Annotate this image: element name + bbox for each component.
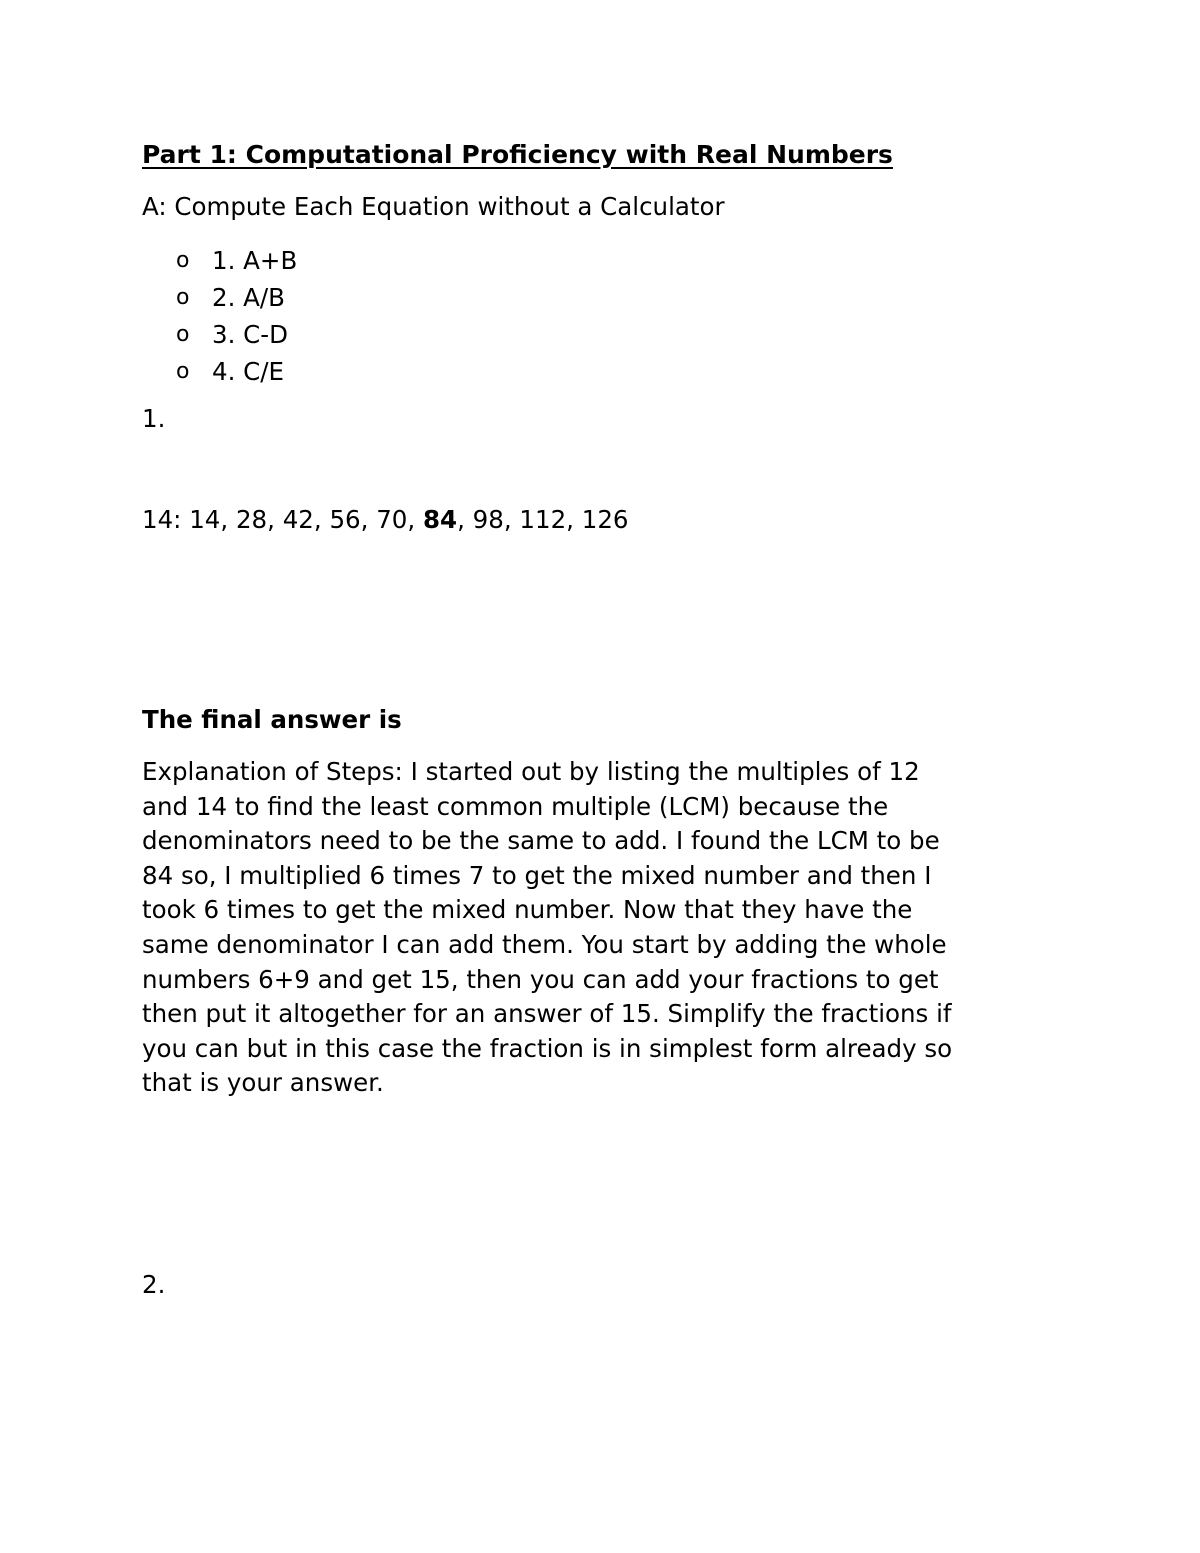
multiples-suffix: , 98, 112, 126 [457, 505, 629, 534]
problem-1-label: 1. [142, 404, 166, 433]
section-a-heading: A: Compute Each Equation without a Calculator [142, 192, 725, 221]
problem-2-label: 2. [142, 1270, 166, 1299]
bullet-icon: o [176, 284, 190, 310]
explanation-paragraph [142, 755, 1062, 1101]
multiples-prefix: 14: 14, 28, 42, 56, 70, [142, 505, 423, 534]
explanation-line: same denominator I can add them. You start by adding the whole [142, 929, 947, 959]
final-answer-label: The final answer is [142, 705, 402, 734]
explanation-line: that is your answer. [142, 1068, 384, 1098]
explanation-line: took 6 times to get the mixed number. Now that they have the [142, 895, 913, 925]
explanation-line: denominators need to be the same to add. I found the LCM to be [142, 826, 940, 856]
part-title: Part 1: Computational Proficiency with Real Numbers [142, 140, 893, 169]
multiples-line [142, 505, 629, 534]
list-item [176, 279, 297, 316]
list-item-label: 4. C/E [212, 356, 285, 386]
bullet-icon: o [176, 358, 190, 384]
explanation-line: you can but in this case the fraction is in simplest form already so [142, 1033, 953, 1063]
list-item-label: 3. C-D [212, 319, 288, 349]
explanation-line: 84 so, I multiplied 6 times 7 to get the mixed number and then I [142, 860, 932, 890]
explanation-line: then put it altogether for an answer of 15. Simplify the fractions if [142, 999, 952, 1029]
list-item [176, 242, 297, 279]
explanation-line: and 14 to find the least common multiple (LCM) because the [142, 791, 889, 821]
list-item-label: 1. A+B [212, 245, 298, 275]
explanation-line: numbers 6+9 and get 15, then you can add your fractions to get [142, 964, 939, 994]
equation-list [176, 242, 297, 390]
list-item [176, 316, 297, 353]
bullet-icon: o [176, 321, 190, 347]
explanation-line: Explanation of Steps: I started out by listing the multiples of 12 [142, 757, 920, 786]
list-item-label: 2. A/B [212, 282, 285, 312]
list-item [176, 353, 297, 390]
lcm-highlight: 84 [422, 505, 458, 534]
bullet-icon: o [176, 247, 190, 273]
